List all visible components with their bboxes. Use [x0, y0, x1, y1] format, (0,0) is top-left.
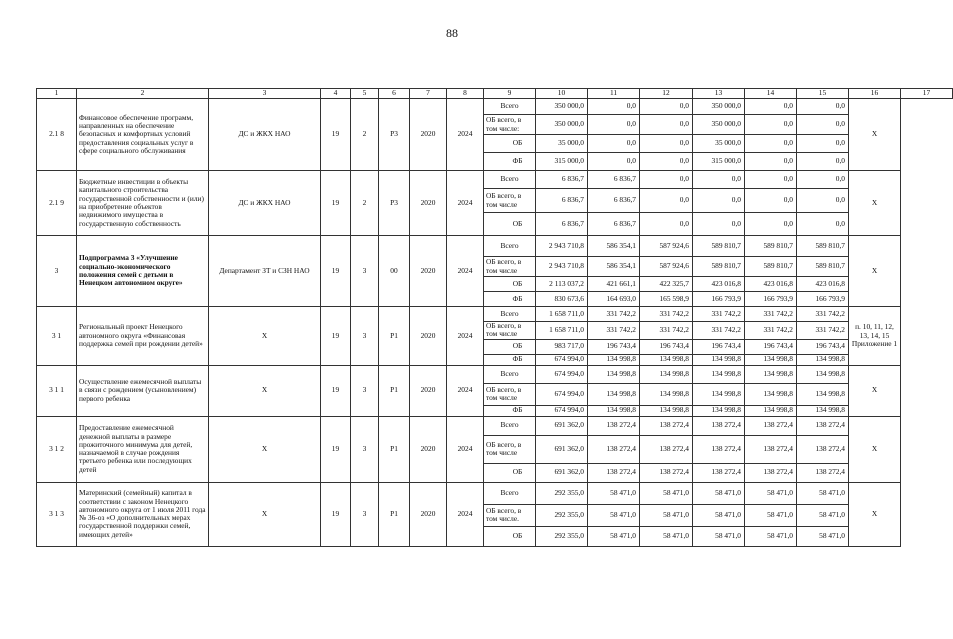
start-year: 2020 — [410, 99, 447, 171]
header-cell: 9 — [484, 89, 536, 99]
header-cell: 15 — [797, 89, 849, 99]
header-cell: 5 — [351, 89, 379, 99]
amount-cell: 350 000,0 — [536, 115, 588, 135]
item-name: Финансовое обеспечение программ, направленных на обеспечение безопасных и комфортных условий предоставления социальных услуг в сфере социального обслуживания — [77, 99, 209, 171]
amount-cell: 1 658 711,0 — [536, 322, 588, 340]
code-gp: 19 — [321, 416, 351, 482]
table-row — [37, 416, 953, 435]
amount-cell: 165 598,9 — [640, 292, 693, 307]
code-om: Р1 — [379, 307, 410, 366]
amount-cell: 35 000,0 — [693, 135, 745, 153]
table-row — [37, 99, 953, 115]
amount-cell: 331 742,2 — [640, 307, 693, 322]
amount-cell: 0,0 — [640, 99, 693, 115]
start-year: 2020 — [410, 416, 447, 482]
amount-cell: 0,0 — [640, 213, 693, 236]
code-pp: 3 — [351, 482, 379, 546]
amount-cell: 35 000,0 — [536, 135, 588, 153]
amount-cell: 58 471,0 — [745, 482, 797, 504]
table-row — [37, 307, 953, 322]
amount-cell: 2 113 037,2 — [536, 277, 588, 292]
amount-cell: 138 272,4 — [588, 416, 640, 435]
amount-cell: 138 272,4 — [745, 416, 797, 435]
amount-cell: 0,0 — [640, 189, 693, 213]
code-pp: 3 — [351, 365, 379, 416]
amount-cell: 423 016,8 — [693, 277, 745, 292]
amount-cell: 134 998,8 — [797, 354, 849, 365]
table-row — [37, 482, 953, 504]
amount-cell: 0,0 — [640, 153, 693, 171]
amount-cell: 589 810,7 — [693, 236, 745, 257]
amount-cell: 196 743,4 — [588, 339, 640, 354]
item-number: 3 1 3 — [37, 482, 77, 546]
amount-cell: 58 471,0 — [797, 482, 849, 504]
table-row — [37, 365, 953, 383]
amount-cell: 6 836,7 — [588, 213, 640, 236]
header-cell: 2 — [77, 89, 209, 99]
amount-cell: 134 998,8 — [693, 365, 745, 383]
end-year: 2024 — [447, 307, 484, 366]
amount-cell: 422 325,7 — [640, 277, 693, 292]
amount-cell: 58 471,0 — [588, 526, 640, 546]
amount-cell: 58 471,0 — [745, 526, 797, 546]
amount-cell: 2 943 710,8 — [536, 257, 588, 277]
amount-cell: 331 742,2 — [693, 307, 745, 322]
code-gp: 19 — [321, 307, 351, 366]
start-year: 2020 — [410, 236, 447, 307]
header-cell: 13 — [693, 89, 745, 99]
amount-cell: 0,0 — [797, 153, 849, 171]
executor: Х — [209, 307, 321, 366]
amount-cell: 586 354,1 — [588, 236, 640, 257]
amount-cell: 138 272,4 — [797, 435, 849, 463]
end-year: 2024 — [447, 365, 484, 416]
header-cell: 12 — [640, 89, 693, 99]
amount-cell: 331 742,2 — [588, 322, 640, 340]
amount-cell: 830 673,6 — [536, 292, 588, 307]
amount-cell: 58 471,0 — [797, 504, 849, 526]
amount-cell: 0,0 — [745, 213, 797, 236]
funding-source: ОБ всего, в том числе — [484, 383, 536, 405]
amount-cell: 0,0 — [588, 153, 640, 171]
header-cell: 6 — [379, 89, 410, 99]
code-pp: 2 — [351, 99, 379, 171]
item-name: Осуществление ежемесячной выплаты в связи с рождением (усыновлением) первого ребенка — [77, 365, 209, 416]
amount-cell: 196 743,4 — [745, 339, 797, 354]
start-year: 2020 — [410, 482, 447, 546]
item-number: 3 1 — [37, 307, 77, 366]
amount-cell: 691 362,0 — [536, 435, 588, 463]
amount-cell: 196 743,4 — [693, 339, 745, 354]
amount-cell: 138 272,4 — [797, 416, 849, 435]
amount-cell: 589 810,7 — [797, 257, 849, 277]
amount-cell: 2 943 710,8 — [536, 236, 588, 257]
funding-source: ФБ — [484, 153, 536, 171]
executor: Х — [209, 416, 321, 482]
funding-source: ОБ — [484, 135, 536, 153]
amount-cell: 423 016,8 — [745, 277, 797, 292]
amount-cell: 134 998,8 — [588, 354, 640, 365]
amount-cell: 0,0 — [640, 171, 693, 189]
amount-cell: 292 355,0 — [536, 504, 588, 526]
amount-cell: 166 793,9 — [797, 292, 849, 307]
table-row — [37, 171, 953, 189]
note-column: п. 10, 11, 12, 13, 14, 15 Приложение 1 — [849, 307, 901, 366]
code-om: Р1 — [379, 416, 410, 482]
amount-cell: 58 471,0 — [640, 482, 693, 504]
amount-cell: 1 658 711,0 — [536, 307, 588, 322]
note-column: Х — [849, 171, 901, 236]
funding-source: ФБ — [484, 405, 536, 416]
amount-cell: 0,0 — [745, 153, 797, 171]
item-name: Региональный проект Ненецкого автономного округа «Финансовая поддержка семей при рождении детей» — [77, 307, 209, 366]
funding-source: ОБ — [484, 463, 536, 482]
funding-source: ОБ всего, в том числе — [484, 435, 536, 463]
amount-cell: 0,0 — [640, 135, 693, 153]
amount-cell: 138 272,4 — [693, 416, 745, 435]
amount-cell: 331 742,2 — [797, 307, 849, 322]
item-number: 3 1 2 — [37, 416, 77, 482]
funding-source: ОБ всего, в том числе — [484, 257, 536, 277]
header-cell: 1 — [37, 89, 77, 99]
amount-cell: 0,0 — [797, 99, 849, 115]
amount-cell: 134 998,8 — [588, 365, 640, 383]
funding-source: Всего — [484, 482, 536, 504]
amount-cell: 350 000,0 — [693, 99, 745, 115]
executor: Х — [209, 365, 321, 416]
amount-cell: 589 810,7 — [693, 257, 745, 277]
amount-cell: 350 000,0 — [693, 115, 745, 135]
start-year: 2020 — [410, 171, 447, 236]
amount-cell: 134 998,8 — [797, 383, 849, 405]
amount-cell: 423 016,8 — [797, 277, 849, 292]
amount-cell: 292 355,0 — [536, 526, 588, 546]
amount-cell: 331 742,2 — [797, 322, 849, 340]
amount-cell: 331 742,2 — [745, 322, 797, 340]
amount-cell: 587 924,6 — [640, 257, 693, 277]
header-cell: 17 — [901, 89, 953, 99]
note-column: Х — [849, 482, 901, 546]
funding-source: Всего — [484, 307, 536, 322]
item-number: 3 1 1 — [37, 365, 77, 416]
item-name: Предоставление ежемесячной денежной выплаты в размере прожиточного минимума для детей, назначаемой в случае рождения третьего ребенка или последующих детей — [77, 416, 209, 482]
code-pp: 2 — [351, 171, 379, 236]
header-cell: 3 — [209, 89, 321, 99]
code-gp: 19 — [321, 365, 351, 416]
amount-cell: 134 998,8 — [693, 383, 745, 405]
executor: ДС и ЖКХ НАО — [209, 99, 321, 171]
amount-cell: 58 471,0 — [693, 504, 745, 526]
code-om: Р1 — [379, 482, 410, 546]
amount-cell: 138 272,4 — [640, 435, 693, 463]
amount-cell: 674 994,0 — [536, 365, 588, 383]
item-name: Бюджетные инвестиции в объекты капитального строительства государственной собственности и (или) на приобретение объектов недвижимого имущества в государственную собственность — [77, 171, 209, 236]
header-row — [37, 89, 953, 99]
amount-cell: 138 272,4 — [640, 463, 693, 482]
amount-cell: 166 793,9 — [693, 292, 745, 307]
header-cell: 8 — [447, 89, 484, 99]
amount-cell: 0,0 — [797, 115, 849, 135]
funding-source: ОБ — [484, 277, 536, 292]
amount-cell: 589 810,7 — [745, 236, 797, 257]
funding-source: ОБ всего, в том числе. — [484, 504, 536, 526]
code-om: Р3 — [379, 171, 410, 236]
amount-cell: 589 810,7 — [797, 236, 849, 257]
amount-cell: 691 362,0 — [536, 463, 588, 482]
amount-cell: 134 998,8 — [693, 405, 745, 416]
funding-source: Всего — [484, 365, 536, 383]
header-cell: 10 — [536, 89, 588, 99]
code-gp: 19 — [321, 236, 351, 307]
amount-cell: 691 362,0 — [536, 416, 588, 435]
amount-cell: 58 471,0 — [797, 526, 849, 546]
amount-cell: 6 836,7 — [588, 189, 640, 213]
amount-cell: 134 998,8 — [745, 383, 797, 405]
executor: Департамент ЗТ и СЗН НАО — [209, 236, 321, 307]
amount-cell: 138 272,4 — [693, 463, 745, 482]
code-om: Р3 — [379, 99, 410, 171]
amount-cell: 58 471,0 — [693, 526, 745, 546]
end-year: 2024 — [447, 416, 484, 482]
amount-cell: 138 272,4 — [640, 416, 693, 435]
amount-cell: 134 998,8 — [640, 354, 693, 365]
amount-cell: 138 272,4 — [745, 435, 797, 463]
amount-cell: 6 836,7 — [536, 189, 588, 213]
amount-cell: 0,0 — [745, 189, 797, 213]
funding-source: ОБ — [484, 213, 536, 236]
end-year: 2024 — [447, 99, 484, 171]
amount-cell: 0,0 — [797, 189, 849, 213]
amount-cell: 196 743,4 — [797, 339, 849, 354]
note-column: Х — [849, 99, 901, 171]
funding-source: ОБ всего, в том числе — [484, 189, 536, 213]
amount-cell: 315 000,0 — [536, 153, 588, 171]
amount-cell: 134 998,8 — [588, 405, 640, 416]
amount-cell: 0,0 — [745, 115, 797, 135]
code-om: Р1 — [379, 365, 410, 416]
amount-cell: 138 272,4 — [588, 463, 640, 482]
code-om: 00 — [379, 236, 410, 307]
amount-cell: 331 742,2 — [745, 307, 797, 322]
amount-cell: 331 742,2 — [640, 322, 693, 340]
amount-cell: 589 810,7 — [745, 257, 797, 277]
amount-cell: 164 693,0 — [588, 292, 640, 307]
amount-cell: 166 793,9 — [745, 292, 797, 307]
amount-cell: 138 272,4 — [745, 463, 797, 482]
page-number: 88 — [446, 26, 458, 40]
amount-cell: 983 717,0 — [536, 339, 588, 354]
amount-cell: 0,0 — [693, 213, 745, 236]
code-gp: 19 — [321, 99, 351, 171]
amount-cell: 138 272,4 — [693, 435, 745, 463]
amount-cell: 0,0 — [640, 115, 693, 135]
funding-source: ФБ — [484, 292, 536, 307]
note-column: Х — [849, 236, 901, 307]
amount-cell: 331 742,2 — [693, 322, 745, 340]
amount-cell: 0,0 — [745, 135, 797, 153]
code-pp: 3 — [351, 307, 379, 366]
amount-cell: 138 272,4 — [588, 435, 640, 463]
amount-cell: 350 000,0 — [536, 99, 588, 115]
funding-source: ОБ всего, в том числе — [484, 322, 536, 340]
amount-cell: 58 471,0 — [640, 526, 693, 546]
item-name: Материнский (семейный) капитал в соответствии с законом Ненецкого автономного округа от 1 июля 2011 года № 36-оз «О дополнительных мерах государственной поддержки семей, имеющих детей» — [77, 482, 209, 546]
amount-cell: 134 998,8 — [745, 365, 797, 383]
amount-cell: 0,0 — [588, 99, 640, 115]
item-number: 3 — [37, 236, 77, 307]
item-number: 2.1 8 — [37, 99, 77, 171]
funding-source: Всего — [484, 416, 536, 435]
end-year: 2024 — [447, 482, 484, 546]
note-column: Х — [849, 416, 901, 482]
amount-cell: 138 272,4 — [797, 463, 849, 482]
code-pp: 3 — [351, 416, 379, 482]
amount-cell: 6 836,7 — [536, 213, 588, 236]
amount-cell: 0,0 — [745, 171, 797, 189]
amount-cell: 134 998,8 — [640, 405, 693, 416]
code-gp: 19 — [321, 171, 351, 236]
code-gp: 19 — [321, 482, 351, 546]
amount-cell: 0,0 — [797, 213, 849, 236]
header-cell: 16 — [849, 89, 901, 99]
amount-cell: 134 998,8 — [588, 383, 640, 405]
amount-cell: 587 924,6 — [640, 236, 693, 257]
start-year: 2020 — [410, 365, 447, 416]
amount-cell: 0,0 — [588, 135, 640, 153]
amount-cell: 58 471,0 — [745, 504, 797, 526]
amount-cell: 134 998,8 — [745, 354, 797, 365]
amount-cell: 0,0 — [797, 135, 849, 153]
amount-cell: 134 998,8 — [640, 383, 693, 405]
table-row — [37, 236, 953, 257]
end-year: 2024 — [447, 236, 484, 307]
amount-cell: 134 998,8 — [797, 405, 849, 416]
header-cell: 14 — [745, 89, 797, 99]
executor: ДС и ЖКХ НАО — [209, 171, 321, 236]
amount-cell: 134 998,8 — [797, 365, 849, 383]
amount-cell: 134 998,8 — [640, 365, 693, 383]
end-year: 2024 — [447, 171, 484, 236]
item-name: Подпрограмма 3 «Улучшение социально-экономического положения семей с детьми в Ненецком автономном округе» — [77, 236, 209, 307]
amount-cell: 6 836,7 — [536, 171, 588, 189]
header-cell: 11 — [588, 89, 640, 99]
amount-cell: 331 742,2 — [588, 307, 640, 322]
funding-source: ОБ — [484, 339, 536, 354]
funding-source: Всего — [484, 236, 536, 257]
header-cell: 7 — [410, 89, 447, 99]
amount-cell: 0,0 — [588, 115, 640, 135]
amount-cell: 0,0 — [693, 189, 745, 213]
amount-cell: 292 355,0 — [536, 482, 588, 504]
amount-cell: 674 994,0 — [536, 405, 588, 416]
funding-source: ОБ всего, в том числе: — [484, 115, 536, 135]
funding-source: Всего — [484, 171, 536, 189]
amount-cell: 315 000,0 — [693, 153, 745, 171]
amount-cell: 58 471,0 — [588, 504, 640, 526]
note-column: Х — [849, 365, 901, 416]
amount-cell: 0,0 — [693, 171, 745, 189]
funding-source: ФБ — [484, 354, 536, 365]
amount-cell: 421 661,1 — [588, 277, 640, 292]
budget-table — [36, 88, 953, 547]
amount-cell: 196 743,4 — [640, 339, 693, 354]
amount-cell: 58 471,0 — [588, 482, 640, 504]
executor: Х — [209, 482, 321, 546]
start-year: 2020 — [410, 307, 447, 366]
amount-cell: 0,0 — [745, 99, 797, 115]
amount-cell: 6 836,7 — [588, 171, 640, 189]
item-number: 2.1 9 — [37, 171, 77, 236]
amount-cell: 58 471,0 — [640, 504, 693, 526]
amount-cell: 586 354,1 — [588, 257, 640, 277]
funding-source: ОБ — [484, 526, 536, 546]
amount-cell: 58 471,0 — [693, 482, 745, 504]
amount-cell: 134 998,8 — [745, 405, 797, 416]
amount-cell: 674 994,0 — [536, 354, 588, 365]
code-pp: 3 — [351, 236, 379, 307]
header-cell: 4 — [321, 89, 351, 99]
funding-source: Всего — [484, 99, 536, 115]
amount-cell: 674 994,0 — [536, 383, 588, 405]
amount-cell: 134 998,8 — [693, 354, 745, 365]
amount-cell: 0,0 — [797, 171, 849, 189]
